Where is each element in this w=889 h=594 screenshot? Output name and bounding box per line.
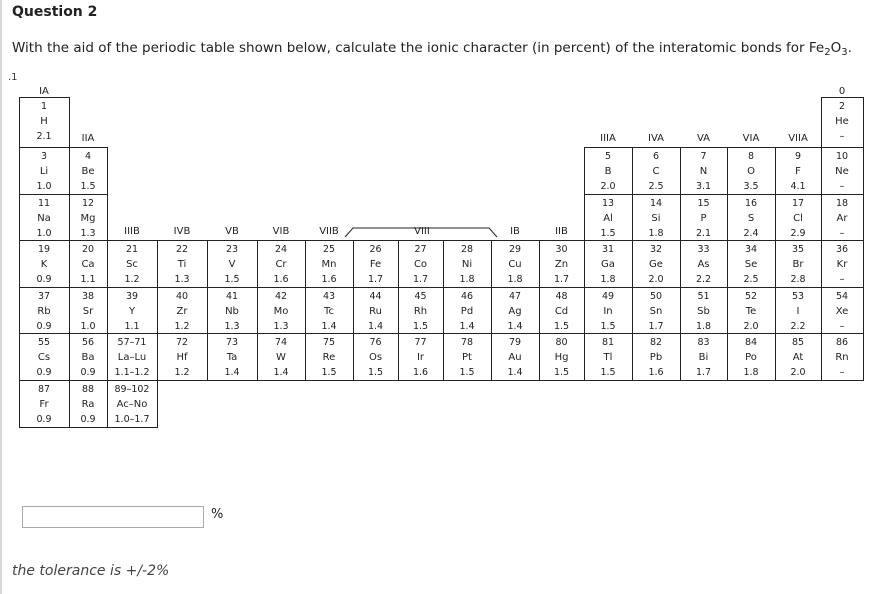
- element-symbol: Sb: [697, 306, 710, 317]
- electronegativity: 1.5: [553, 367, 570, 378]
- atomic-number: 79: [508, 337, 522, 348]
- electronegativity: 1.5: [367, 367, 384, 378]
- element-symbol: N: [699, 166, 708, 177]
- answer-input[interactable]: [22, 506, 204, 528]
- electronegativity: 1.0: [36, 228, 52, 239]
- electronegativity: 1.5: [459, 367, 475, 378]
- electronegativity: –: [839, 321, 845, 332]
- electronegativity: 2.0: [600, 181, 616, 192]
- electronegativity: 3.1: [695, 181, 712, 192]
- electronegativity: –: [839, 181, 845, 192]
- electronegativity: 1.0: [36, 181, 52, 192]
- element-symbol: K: [40, 259, 48, 270]
- group-header: VA: [696, 133, 711, 144]
- electronegativity: 1.4: [507, 321, 523, 332]
- atomic-number: 34: [744, 244, 758, 255]
- element-symbol: As: [697, 259, 710, 270]
- element-symbol: Rh: [413, 306, 428, 317]
- electronegativity: 1.3: [273, 321, 289, 332]
- atomic-number: 23: [225, 244, 239, 255]
- electronegativity: 0.9: [36, 414, 52, 425]
- electronegativity: 2.5: [743, 274, 759, 285]
- element-symbol: Ag: [508, 306, 522, 317]
- atomic-number: 42: [274, 291, 288, 302]
- electronegativity: 1.0: [80, 321, 96, 332]
- element-symbol: Sr: [82, 306, 94, 317]
- element-symbol: He: [835, 116, 849, 127]
- element-symbol: B: [604, 166, 612, 177]
- electronegativity: 1.4: [459, 321, 475, 332]
- atomic-number: 22: [175, 244, 189, 255]
- atomic-number: 43: [322, 291, 336, 302]
- electronegativity: 2.2: [695, 274, 712, 285]
- atomic-number: 18: [835, 198, 849, 209]
- electronegativity: 1.0–1.7: [114, 414, 150, 425]
- electronegativity: 1.5: [412, 321, 429, 332]
- electronegativity: 1.8: [695, 321, 712, 332]
- electronegativity: 2.8: [790, 274, 806, 285]
- atomic-number: 56: [81, 337, 95, 348]
- atomic-number: 53: [791, 291, 805, 302]
- group-header: VB: [225, 226, 239, 237]
- electronegativity: 1.6: [412, 367, 429, 378]
- electronegativity: 1.4: [224, 367, 240, 378]
- atomic-number: 74: [274, 337, 288, 348]
- atomic-number: 9: [794, 151, 802, 162]
- element-symbol: Xe: [835, 306, 849, 317]
- electronegativity: 1.1: [80, 274, 96, 285]
- electronegativity: 1.3: [224, 321, 240, 332]
- atomic-number: 3: [40, 151, 48, 162]
- electronegativity: 1.4: [367, 321, 384, 332]
- atomic-number: 4: [84, 151, 92, 162]
- electronegativity: 2.4: [743, 228, 759, 239]
- atomic-number: 88: [81, 384, 95, 395]
- element-symbol: Cu: [508, 259, 522, 270]
- electronegativity: 0.9: [36, 274, 52, 285]
- element-symbol: Ge: [649, 259, 663, 270]
- element-symbol: Rn: [835, 352, 849, 363]
- electronegativity: 0.9: [80, 367, 96, 378]
- electronegativity: –: [839, 228, 845, 239]
- element-symbol: Na: [37, 213, 51, 224]
- element-symbol: Ar: [836, 213, 848, 224]
- formula-subscript-1: 2: [824, 47, 831, 58]
- atomic-number: 87: [37, 384, 51, 395]
- atomic-number: 17: [791, 198, 805, 209]
- atomic-number: 7: [700, 151, 707, 162]
- atomic-number: 13: [601, 198, 615, 209]
- element-symbol: In: [603, 306, 613, 317]
- atomic-number: 78: [460, 337, 474, 348]
- electronegativity: 1.2: [124, 274, 140, 285]
- element-symbol: Ac–No: [116, 399, 148, 410]
- atomic-number: 30: [555, 244, 568, 255]
- atomic-number: 35: [791, 244, 805, 255]
- atomic-number: 21: [125, 244, 139, 255]
- atomic-number: 77: [414, 337, 427, 348]
- element-symbol: Sc: [126, 259, 138, 270]
- group-header: IVA: [648, 133, 664, 144]
- element-symbol: Zn: [554, 259, 569, 270]
- electronegativity: 0.9: [36, 321, 52, 332]
- element-symbol: Nb: [225, 306, 239, 317]
- atomic-number: 16: [744, 198, 758, 209]
- electronegativity: –: [839, 367, 845, 378]
- element-symbol: Bi: [698, 352, 709, 363]
- electronegativity: 2.5: [648, 181, 664, 192]
- electronegativity: 1.2: [174, 321, 190, 332]
- electronegativity: 1.1: [124, 321, 140, 332]
- atomic-number: 1: [40, 101, 48, 112]
- atomic-number: 37: [37, 291, 51, 302]
- group-header: IA: [39, 86, 49, 97]
- atomic-number: 81: [601, 337, 615, 348]
- element-symbol: Ra: [81, 399, 95, 410]
- electronegativity: 1.5: [600, 228, 616, 239]
- atomic-number: 25: [322, 244, 336, 255]
- electronegativity: 1.5: [321, 367, 337, 378]
- electronegativity: 1.8: [600, 274, 616, 285]
- electronegativity: 1.8: [648, 228, 664, 239]
- element-symbol: Re: [322, 352, 336, 363]
- atomic-number: 20: [81, 244, 95, 255]
- electronegativity: 2.9: [790, 228, 806, 239]
- group-header: VIIB: [319, 226, 339, 237]
- electronegativity: 4.1: [790, 181, 806, 192]
- electronegativity: 1.5: [224, 274, 240, 285]
- atomic-number: 40: [175, 291, 189, 302]
- group-header: VIA: [742, 133, 760, 144]
- element-symbol: At: [792, 352, 804, 363]
- electronegativity: 1.4: [321, 321, 337, 332]
- element-symbol: Po: [745, 352, 757, 363]
- atomic-number: 41: [225, 291, 239, 302]
- atomic-number: 31: [601, 244, 615, 255]
- electronegativity: 1.8: [743, 367, 759, 378]
- element-symbol: Fr: [39, 399, 49, 410]
- atomic-number: 38: [81, 291, 95, 302]
- element-symbol: Sn: [649, 306, 663, 317]
- electronegativity: 1.6: [321, 274, 337, 285]
- electronegativity: 1.7: [648, 321, 664, 332]
- atomic-number: 84: [744, 337, 758, 348]
- atomic-number: 11: [37, 198, 51, 209]
- electronegativity: 1.8: [459, 274, 475, 285]
- atomic-number: 49: [601, 291, 615, 302]
- element-symbol: Tl: [603, 352, 613, 363]
- element-symbol: Cr: [275, 259, 287, 270]
- atomic-number: 15: [697, 198, 710, 209]
- atomic-number: 2: [838, 101, 846, 112]
- group-header: IIIB: [124, 226, 140, 237]
- atomic-number: 6: [652, 151, 660, 162]
- atomic-number: 12: [81, 198, 95, 209]
- atomic-number: 33: [697, 244, 710, 255]
- question-title: Question 2: [12, 4, 98, 20]
- atomic-number: 50: [649, 291, 663, 302]
- atomic-number: 80: [555, 337, 568, 348]
- atomic-number: 55: [37, 337, 51, 348]
- atomic-number: 72: [175, 337, 189, 348]
- group-header: 0: [838, 86, 846, 97]
- element-symbol: Cl: [793, 213, 803, 224]
- element-symbol: C: [652, 166, 660, 177]
- group-header: VIIA: [788, 133, 808, 144]
- atomic-number: 47: [508, 291, 522, 302]
- element-symbol: Ta: [226, 352, 238, 363]
- element-symbol: Hf: [176, 352, 188, 363]
- element-symbol: Kr: [836, 259, 848, 270]
- question-text-end: .: [847, 40, 852, 56]
- atomic-number: 46: [460, 291, 474, 302]
- element-symbol: Ne: [835, 166, 849, 177]
- tolerance-note: the tolerance is +/-2%: [12, 563, 170, 579]
- element-symbol: Cd: [554, 306, 569, 317]
- atomic-number: 26: [369, 244, 382, 255]
- atomic-number: 44: [369, 291, 382, 302]
- atomic-number: 39: [125, 291, 139, 302]
- element-symbol: O: [747, 166, 755, 177]
- figure-label: .1: [8, 72, 18, 83]
- electronegativity: 1.5: [600, 321, 616, 332]
- electronegativity: 2.0: [648, 274, 664, 285]
- electronegativity: 1.7: [695, 367, 712, 378]
- atomic-number: 54: [835, 291, 849, 302]
- electronegativity: 1.5: [80, 181, 96, 192]
- element-symbol: Br: [792, 259, 804, 270]
- atomic-number: 86: [835, 337, 849, 348]
- electronegativity: –: [839, 131, 845, 142]
- group-header: IB: [510, 226, 520, 237]
- electronegativity: 2.2: [790, 321, 806, 332]
- electronegativity: 3.5: [743, 181, 759, 192]
- element-symbol: S: [747, 213, 755, 224]
- atomic-number: 85: [791, 337, 805, 348]
- electronegativity: 1.6: [648, 367, 664, 378]
- element-symbol: Fe: [369, 259, 382, 270]
- element-symbol: Ni: [461, 259, 473, 270]
- group-header: IIIA: [600, 133, 616, 144]
- atomic-number: 29: [508, 244, 522, 255]
- group-header: VIB: [272, 226, 290, 237]
- atomic-number: 14: [649, 198, 663, 209]
- atomic-number: 27: [414, 244, 427, 255]
- electronegativity: 1.3: [80, 228, 96, 239]
- electronegativity: 1.4: [507, 367, 523, 378]
- element-symbol: Se: [744, 259, 758, 270]
- electronegativity: 2.0: [790, 367, 806, 378]
- atomic-number: 73: [225, 337, 239, 348]
- atomic-number: 82: [649, 337, 663, 348]
- element-symbol: H: [40, 116, 48, 127]
- atomic-number: 19: [37, 244, 51, 255]
- element-symbol: Ba: [81, 352, 95, 363]
- atomic-number: 5: [604, 151, 612, 162]
- element-symbol: Rb: [37, 306, 51, 317]
- element-symbol: Mg: [80, 213, 96, 224]
- atomic-number: 36: [835, 244, 849, 255]
- electronegativity: 0.9: [36, 367, 52, 378]
- group-header: IVB: [173, 226, 191, 237]
- electronegativity: 1.3: [174, 274, 190, 285]
- element-symbol: Te: [745, 306, 757, 317]
- element-symbol: Au: [508, 352, 522, 363]
- element-symbol: Ru: [369, 306, 382, 317]
- atomic-number: 48: [555, 291, 568, 302]
- element-symbol: Mo: [273, 306, 289, 317]
- element-symbol: Ca: [81, 259, 95, 270]
- atomic-number: 75: [322, 337, 336, 348]
- atomic-number: 32: [649, 244, 663, 255]
- atomic-number: 76: [369, 337, 382, 348]
- element-symbol: Ga: [601, 259, 615, 270]
- element-symbol: Os: [368, 352, 383, 363]
- element-symbol: Al: [603, 213, 613, 224]
- electronegativity: 1.7: [553, 274, 570, 285]
- element-symbol: Zr: [176, 306, 188, 317]
- atomic-number: 89–102: [114, 384, 150, 395]
- electronegativity: 1.1–1.2: [114, 367, 150, 378]
- element-symbol: I: [796, 306, 800, 317]
- percent-unit: %: [211, 507, 224, 522]
- electronegativity: 1.8: [507, 274, 523, 285]
- group-header: IIB: [555, 226, 568, 237]
- atomic-number: 52: [744, 291, 758, 302]
- element-symbol: Pt: [462, 352, 472, 363]
- element-symbol: Li: [39, 166, 49, 177]
- element-symbol: La–Lu: [117, 352, 147, 363]
- group-header: IIA: [81, 133, 95, 144]
- element-symbol: Ir: [416, 352, 425, 363]
- element-symbol: V: [228, 259, 236, 270]
- element-symbol: Mn: [321, 259, 337, 270]
- electronegativity: 2.1: [695, 228, 712, 239]
- electronegativity: 1.7: [412, 274, 429, 285]
- formula-oxygen: O: [830, 40, 842, 56]
- atomic-number: 57–71: [117, 337, 147, 348]
- atomic-number: 24: [274, 244, 288, 255]
- atomic-number: 51: [697, 291, 710, 302]
- element-symbol: Y: [128, 306, 136, 317]
- element-symbol: Hg: [554, 352, 569, 363]
- element-symbol: W: [276, 352, 286, 363]
- atomic-number: 28: [460, 244, 474, 255]
- electronegativity: 2.0: [743, 321, 759, 332]
- element-symbol: Pd: [460, 306, 474, 317]
- element-symbol: Be: [81, 166, 95, 177]
- electronegativity: 1.5: [553, 321, 570, 332]
- formula-subscript-2: 3: [841, 47, 848, 58]
- element-symbol: F: [795, 166, 801, 177]
- atomic-number: 83: [697, 337, 710, 348]
- element-symbol: Cs: [37, 352, 51, 363]
- element-symbol: Co: [413, 259, 428, 270]
- electronegativity: 1.4: [273, 367, 289, 378]
- electronegativity: 1.2: [174, 367, 190, 378]
- atomic-number: 10: [835, 151, 849, 162]
- electronegativity: 2.1: [36, 131, 52, 142]
- electronegativity: 1.5: [600, 367, 616, 378]
- element-symbol: Tc: [324, 306, 334, 317]
- question-text-main: With the aid of the periodic table shown below, calculate the ionic character (in percent) of the interatomic bonds for Fe: [12, 40, 825, 56]
- element-symbol: Pb: [649, 352, 663, 363]
- element-symbol: Ti: [177, 259, 187, 270]
- group-header: VIII: [414, 226, 430, 237]
- atomic-number: 45: [414, 291, 427, 302]
- element-symbol: Si: [651, 213, 661, 224]
- element-symbol: P: [700, 213, 707, 224]
- electronegativity: 1.6: [273, 274, 289, 285]
- atomic-number: 8: [747, 151, 755, 162]
- electronegativity: 0.9: [80, 414, 96, 425]
- electronegativity: 1.7: [367, 274, 384, 285]
- electronegativity: –: [839, 274, 845, 285]
